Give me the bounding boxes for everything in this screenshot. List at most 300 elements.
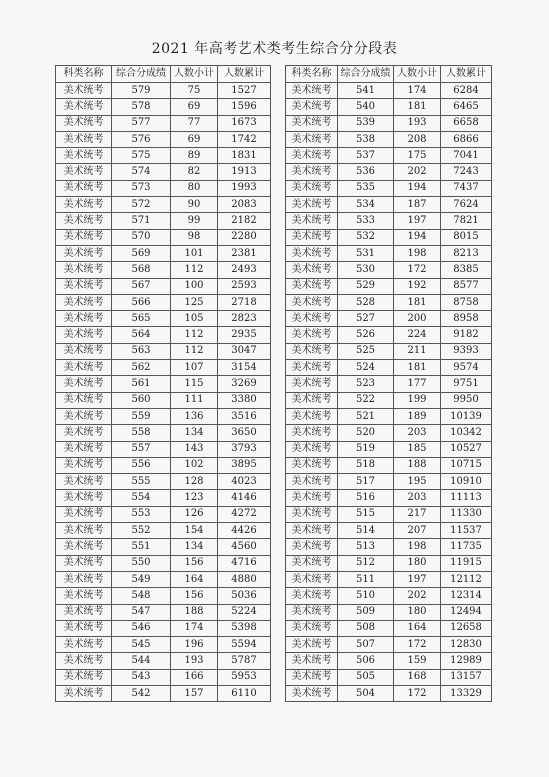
cell-count: 198 [394, 539, 441, 555]
cell-count: 77 [171, 115, 218, 131]
cell-score: 532 [338, 229, 394, 245]
cell-cumulative: 3380 [218, 392, 271, 408]
table-row [286, 588, 492, 604]
cell-score: 552 [112, 523, 171, 539]
cell-score: 574 [112, 164, 171, 180]
cell-score: 568 [112, 262, 171, 278]
cell-cumulative: 11537 [441, 523, 492, 539]
cell-cumulative: 6284 [441, 83, 492, 99]
cell-score: 535 [338, 180, 394, 196]
cell-count: 80 [171, 180, 218, 196]
cell-count: 157 [171, 685, 218, 701]
cell-cumulative: 5953 [218, 669, 271, 685]
cell-cumulative: 1993 [218, 180, 271, 196]
cell-score: 566 [112, 294, 171, 310]
table-row [56, 229, 271, 245]
header-subject: 科类名称 [286, 66, 338, 83]
cell-cumulative: 4880 [218, 571, 271, 587]
cell-count: 154 [171, 523, 218, 539]
cell-cumulative: 5398 [218, 620, 271, 636]
cell-cumulative: 9393 [441, 343, 492, 359]
cell-cumulative: 12830 [441, 637, 492, 653]
cell-cumulative: 8958 [441, 311, 492, 327]
cell-score: 505 [338, 669, 394, 685]
cell-count: 188 [171, 604, 218, 620]
cell-count: 211 [394, 343, 441, 359]
cell-score: 538 [338, 131, 394, 147]
cell-count: 69 [171, 99, 218, 115]
cell-count: 115 [171, 376, 218, 392]
cell-score: 571 [112, 213, 171, 229]
cell-subject: 美术统考 [56, 278, 112, 294]
cell-subject: 美术统考 [56, 376, 112, 392]
cell-count: 174 [394, 83, 441, 99]
cell-cumulative: 1673 [218, 115, 271, 131]
cell-subject: 美术统考 [286, 197, 338, 213]
cell-subject: 美术统考 [56, 539, 112, 555]
cell-subject: 美术统考 [56, 441, 112, 457]
cell-cumulative: 2280 [218, 229, 271, 245]
cell-cumulative: 8577 [441, 278, 492, 294]
cell-cumulative: 10527 [441, 441, 492, 457]
header-cumulative: 人数累计 [441, 66, 492, 83]
table-row [286, 278, 492, 294]
cell-score: 578 [112, 99, 171, 115]
cell-count: 181 [394, 99, 441, 115]
cell-subject: 美术统考 [286, 457, 338, 473]
cell-subject: 美术统考 [286, 245, 338, 261]
cell-cumulative: 2381 [218, 245, 271, 261]
cell-cumulative: 4146 [218, 490, 271, 506]
cell-count: 203 [394, 490, 441, 506]
cell-cumulative: 2493 [218, 262, 271, 278]
cell-cumulative: 9751 [441, 376, 492, 392]
cell-score: 539 [338, 115, 394, 131]
cell-count: 195 [394, 474, 441, 490]
cell-count: 98 [171, 229, 218, 245]
cell-score: 525 [338, 343, 394, 359]
cell-cumulative: 5787 [218, 653, 271, 669]
cell-score: 544 [112, 653, 171, 669]
cell-cumulative: 7437 [441, 180, 492, 196]
cell-subject: 美术统考 [56, 637, 112, 653]
cell-score: 513 [338, 539, 394, 555]
cell-count: 181 [394, 360, 441, 376]
cell-score: 514 [338, 523, 394, 539]
cell-score: 569 [112, 245, 171, 261]
cell-subject: 美术统考 [56, 360, 112, 376]
cell-count: 123 [171, 490, 218, 506]
cell-subject: 美术统考 [56, 148, 112, 164]
table-header-row [286, 66, 492, 83]
cell-subject: 美术统考 [56, 294, 112, 310]
cell-cumulative: 11113 [441, 490, 492, 506]
cell-subject: 美术统考 [56, 115, 112, 131]
cell-cumulative: 2823 [218, 311, 271, 327]
cell-cumulative: 10715 [441, 457, 492, 473]
cell-subject: 美术统考 [286, 376, 338, 392]
table-row [286, 376, 492, 392]
table-row [56, 669, 271, 685]
cell-count: 200 [394, 311, 441, 327]
cell-subject: 美术统考 [56, 327, 112, 343]
cell-count: 89 [171, 148, 218, 164]
cell-subject: 美术统考 [286, 653, 338, 669]
table-row [286, 262, 492, 278]
cell-cumulative: 2182 [218, 213, 271, 229]
table-row [286, 441, 492, 457]
table-row [56, 327, 271, 343]
cell-subject: 美术统考 [286, 294, 338, 310]
cell-count: 126 [171, 506, 218, 522]
table-row [286, 474, 492, 490]
cell-count: 174 [171, 620, 218, 636]
cell-count: 203 [394, 425, 441, 441]
cell-cumulative: 9574 [441, 360, 492, 376]
cell-score: 573 [112, 180, 171, 196]
cell-subject: 美术统考 [56, 131, 112, 147]
table-row [56, 99, 271, 115]
cell-count: 177 [394, 376, 441, 392]
cell-score: 556 [112, 457, 171, 473]
cell-cumulative: 7821 [441, 213, 492, 229]
cell-cumulative: 8015 [441, 229, 492, 245]
table-row [56, 278, 271, 294]
cell-cumulative: 12989 [441, 653, 492, 669]
cell-score: 550 [112, 555, 171, 571]
cell-subject: 美术统考 [56, 213, 112, 229]
cell-count: 99 [171, 213, 218, 229]
cell-cumulative: 5594 [218, 637, 271, 653]
cell-count: 198 [394, 245, 441, 261]
cell-cumulative: 1596 [218, 99, 271, 115]
cell-count: 156 [171, 588, 218, 604]
cell-cumulative: 12112 [441, 571, 492, 587]
cell-subject: 美术统考 [286, 685, 338, 701]
table-row [56, 392, 271, 408]
cell-cumulative: 8758 [441, 294, 492, 310]
cell-score: 508 [338, 620, 394, 636]
cell-cumulative: 11330 [441, 506, 492, 522]
table-row [56, 571, 271, 587]
table-row [286, 392, 492, 408]
cell-cumulative: 2718 [218, 294, 271, 310]
cell-count: 197 [394, 213, 441, 229]
cell-subject: 美术统考 [56, 571, 112, 587]
cell-count: 107 [171, 360, 218, 376]
table-row [56, 213, 271, 229]
cell-subject: 美术统考 [56, 392, 112, 408]
cell-count: 194 [394, 180, 441, 196]
cell-score: 511 [338, 571, 394, 587]
table-row [286, 506, 492, 522]
table-row [56, 180, 271, 196]
cell-count: 143 [171, 441, 218, 457]
cell-subject: 美术统考 [56, 262, 112, 278]
cell-cumulative: 7041 [441, 148, 492, 164]
table-row [286, 115, 492, 131]
cell-count: 156 [171, 555, 218, 571]
table-row [286, 425, 492, 441]
table-row [56, 294, 271, 310]
cell-score: 576 [112, 131, 171, 147]
cell-score: 543 [112, 669, 171, 685]
cell-count: 90 [171, 197, 218, 213]
header-score: 综合分成绩 [338, 66, 394, 83]
cell-count: 193 [394, 115, 441, 131]
cell-cumulative: 4272 [218, 506, 271, 522]
cell-subject: 美术统考 [286, 131, 338, 147]
cell-count: 69 [171, 131, 218, 147]
cell-score: 529 [338, 278, 394, 294]
cell-subject: 美术统考 [286, 278, 338, 294]
cell-score: 577 [112, 115, 171, 131]
cell-count: 185 [394, 441, 441, 457]
cell-cumulative: 5224 [218, 604, 271, 620]
table-row [286, 685, 492, 701]
table-row [286, 523, 492, 539]
cell-subject: 美术统考 [56, 425, 112, 441]
cell-subject: 美术统考 [286, 262, 338, 278]
table-row [286, 653, 492, 669]
cell-subject: 美术统考 [56, 457, 112, 473]
cell-count: 187 [394, 197, 441, 213]
cell-subject: 美术统考 [56, 180, 112, 196]
cell-cumulative: 1913 [218, 164, 271, 180]
cell-cumulative: 4560 [218, 539, 271, 555]
cell-count: 172 [394, 262, 441, 278]
cell-count: 208 [394, 131, 441, 147]
cell-score: 570 [112, 229, 171, 245]
cell-score: 563 [112, 343, 171, 359]
cell-count: 180 [394, 555, 441, 571]
cell-subject: 美术统考 [56, 523, 112, 539]
table-row [56, 441, 271, 457]
cell-cumulative: 12658 [441, 620, 492, 636]
cell-cumulative: 6110 [218, 685, 271, 701]
cell-score: 524 [338, 360, 394, 376]
cell-subject: 美术统考 [286, 441, 338, 457]
table-row [286, 245, 492, 261]
cell-subject: 美术统考 [286, 669, 338, 685]
cell-count: 134 [171, 425, 218, 441]
cell-cumulative: 11735 [441, 539, 492, 555]
cell-count: 82 [171, 164, 218, 180]
table-row [56, 637, 271, 653]
cell-subject: 美术统考 [286, 360, 338, 376]
cell-score: 549 [112, 571, 171, 587]
cell-score: 522 [338, 392, 394, 408]
cell-score: 528 [338, 294, 394, 310]
cell-subject: 美术统考 [286, 180, 338, 196]
cell-score: 579 [112, 83, 171, 99]
cell-subject: 美术统考 [286, 213, 338, 229]
cell-count: 112 [171, 327, 218, 343]
cell-score: 507 [338, 637, 394, 653]
cell-cumulative: 10139 [441, 408, 492, 424]
cell-subject: 美术统考 [56, 311, 112, 327]
cell-score: 564 [112, 327, 171, 343]
cell-cumulative: 6465 [441, 99, 492, 115]
table-row [56, 506, 271, 522]
cell-score: 509 [338, 604, 394, 620]
cell-subject: 美术统考 [56, 620, 112, 636]
cell-subject: 美术统考 [286, 83, 338, 99]
table-row [286, 229, 492, 245]
cell-subject: 美术统考 [286, 408, 338, 424]
cell-score: 553 [112, 506, 171, 522]
table-row [56, 685, 271, 701]
table-row [56, 311, 271, 327]
cell-subject: 美术统考 [56, 229, 112, 245]
cell-subject: 美术统考 [286, 604, 338, 620]
cell-cumulative: 1831 [218, 148, 271, 164]
cell-subject: 美术统考 [56, 83, 112, 99]
table-row [286, 555, 492, 571]
cell-cumulative: 2083 [218, 197, 271, 213]
cell-score: 526 [338, 327, 394, 343]
cell-count: 100 [171, 278, 218, 294]
table-row [56, 653, 271, 669]
cell-count: 194 [394, 229, 441, 245]
table-row [56, 604, 271, 620]
cell-score: 547 [112, 604, 171, 620]
cell-count: 202 [394, 164, 441, 180]
cell-count: 164 [171, 571, 218, 587]
cell-score: 575 [112, 148, 171, 164]
cell-subject: 美术统考 [286, 474, 338, 490]
cell-subject: 美术统考 [286, 115, 338, 131]
cell-score: 542 [112, 685, 171, 701]
cell-cumulative: 1527 [218, 83, 271, 99]
cell-count: 189 [394, 408, 441, 424]
cell-score: 545 [112, 637, 171, 653]
cell-subject: 美术统考 [286, 506, 338, 522]
cell-count: 111 [171, 392, 218, 408]
cell-cumulative: 9950 [441, 392, 492, 408]
cell-score: 558 [112, 425, 171, 441]
cell-count: 193 [171, 653, 218, 669]
score-table-right [285, 65, 492, 702]
cell-cumulative: 3793 [218, 441, 271, 457]
table-row [56, 343, 271, 359]
cell-score: 517 [338, 474, 394, 490]
header-subject: 科类名称 [56, 66, 112, 83]
cell-cumulative: 3047 [218, 343, 271, 359]
table-row [286, 490, 492, 506]
cell-subject: 美术统考 [286, 637, 338, 653]
cell-cumulative: 2593 [218, 278, 271, 294]
cell-score: 555 [112, 474, 171, 490]
cell-count: 172 [394, 637, 441, 653]
cell-count: 102 [171, 457, 218, 473]
cell-cumulative: 11915 [441, 555, 492, 571]
table-row [56, 148, 271, 164]
cell-score: 516 [338, 490, 394, 506]
cell-subject: 美术统考 [286, 148, 338, 164]
cell-cumulative: 13329 [441, 685, 492, 701]
cell-cumulative: 7624 [441, 197, 492, 213]
cell-cumulative: 8213 [441, 245, 492, 261]
header-count: 人数小计 [394, 66, 441, 83]
cell-count: 197 [394, 571, 441, 587]
table-row [286, 539, 492, 555]
table-row [56, 490, 271, 506]
cell-subject: 美术统考 [286, 311, 338, 327]
cell-subject: 美术统考 [286, 229, 338, 245]
cell-cumulative: 5036 [218, 588, 271, 604]
cell-score: 527 [338, 311, 394, 327]
cell-score: 518 [338, 457, 394, 473]
cell-count: 136 [171, 408, 218, 424]
cell-score: 510 [338, 588, 394, 604]
cell-score: 557 [112, 441, 171, 457]
table-row [286, 197, 492, 213]
table-row [286, 131, 492, 147]
cell-subject: 美术统考 [56, 685, 112, 701]
table-header-row [56, 66, 271, 83]
table-row [286, 457, 492, 473]
cell-count: 202 [394, 588, 441, 604]
cell-subject: 美术统考 [286, 343, 338, 359]
cell-count: 128 [171, 474, 218, 490]
cell-score: 562 [112, 360, 171, 376]
cell-count: 224 [394, 327, 441, 343]
table-row [56, 262, 271, 278]
cell-count: 172 [394, 685, 441, 701]
cell-score: 554 [112, 490, 171, 506]
cell-count: 75 [171, 83, 218, 99]
cell-count: 180 [394, 604, 441, 620]
table-row [286, 360, 492, 376]
cell-subject: 美术统考 [56, 669, 112, 685]
cell-subject: 美术统考 [56, 245, 112, 261]
cell-score: 546 [112, 620, 171, 636]
table-row [286, 180, 492, 196]
table-row [56, 457, 271, 473]
cell-score: 515 [338, 506, 394, 522]
cell-cumulative: 8385 [441, 262, 492, 278]
cell-subject: 美术统考 [56, 506, 112, 522]
cell-count: 112 [171, 343, 218, 359]
table-row [56, 425, 271, 441]
table-row [56, 539, 271, 555]
cell-score: 531 [338, 245, 394, 261]
cell-subject: 美术统考 [56, 555, 112, 571]
table-row [286, 311, 492, 327]
table-row [56, 131, 271, 147]
table-row [56, 376, 271, 392]
cell-cumulative: 3895 [218, 457, 271, 473]
cell-subject: 美术统考 [56, 197, 112, 213]
cell-subject: 美术统考 [286, 164, 338, 180]
cell-cumulative: 3269 [218, 376, 271, 392]
table-row [286, 604, 492, 620]
score-table-left [55, 65, 271, 702]
table-row [286, 408, 492, 424]
table-row [286, 343, 492, 359]
cell-subject: 美术统考 [286, 620, 338, 636]
page-title: 2021 年高考艺术类考生综合分分段表 [151, 41, 398, 57]
cell-subject: 美术统考 [56, 343, 112, 359]
cell-cumulative: 2935 [218, 327, 271, 343]
cell-score: 512 [338, 555, 394, 571]
table-row [56, 474, 271, 490]
table-row [286, 620, 492, 636]
cell-cumulative: 6658 [441, 115, 492, 131]
cell-subject: 美术统考 [56, 99, 112, 115]
table-row [286, 637, 492, 653]
